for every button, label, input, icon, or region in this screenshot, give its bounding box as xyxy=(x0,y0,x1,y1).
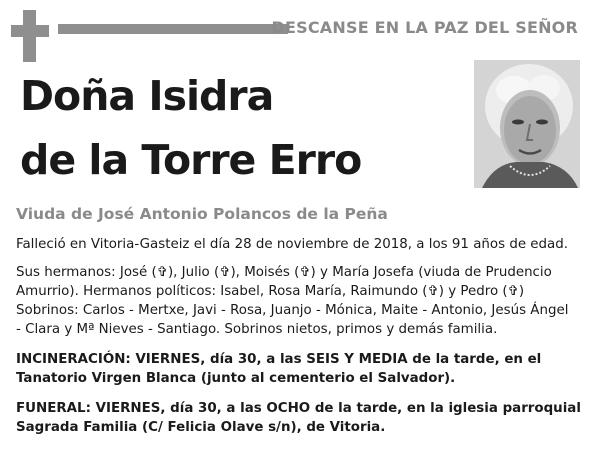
cremation-line: Tanatorio Virgen Blanca (junto al cementerio el Salvador). xyxy=(16,371,456,386)
family-line: Sus hermanos: José (✞), Julio (✞), Moisés (✞) y María Josefa (viuda de Prudencio xyxy=(16,265,552,280)
family-line: Sobrinos: Carlos - Mertxe, Javi - Rosa, Juanjo - Mónica, Maite - Antonio, Jesús Ángel xyxy=(16,303,569,318)
cremation-line: INCINERACIÓN: VIERNES, día 30, a las SEIS Y MEDIA de la tarde, en el xyxy=(16,352,542,367)
funeral-line: FUNERAL: VIERNES, día 30, a las OCHO de la tarde, en la iglesia parroquial xyxy=(16,401,581,416)
portrait-photo xyxy=(474,60,580,188)
header-motto: DESCANSE EN LA PAZ DEL SEÑOR xyxy=(271,18,578,37)
header-divider xyxy=(58,24,288,34)
funeral-line: Sagrada Familia (C/ Felicia Olave s/n), de Vitoria. xyxy=(16,420,386,435)
deceased-name-line1: Doña Isidra xyxy=(20,72,274,120)
death-notice: Falleció en Vitoria-Gasteiz el día 28 de noviembre de 2018, a los 91 años de edad. xyxy=(16,237,569,252)
family-line: - Clara y Mª Nieves - Santiago. Sobrinos nietos, primos y demás familia. xyxy=(16,322,498,337)
funeral-paragraph xyxy=(16,399,584,437)
family-paragraph xyxy=(16,263,584,339)
cross-icon xyxy=(11,10,49,62)
family-line: Amurrio). Hermanos políticos: Isabel, Rosa María, Raimundo (✞) y Pedro (✞) xyxy=(16,284,525,299)
widow-of-line: Viuda de José Antonio Polancos de la Peña xyxy=(16,205,388,223)
deceased-name-line2: de la Torre Erro xyxy=(20,136,362,184)
cremation-paragraph xyxy=(16,350,584,388)
